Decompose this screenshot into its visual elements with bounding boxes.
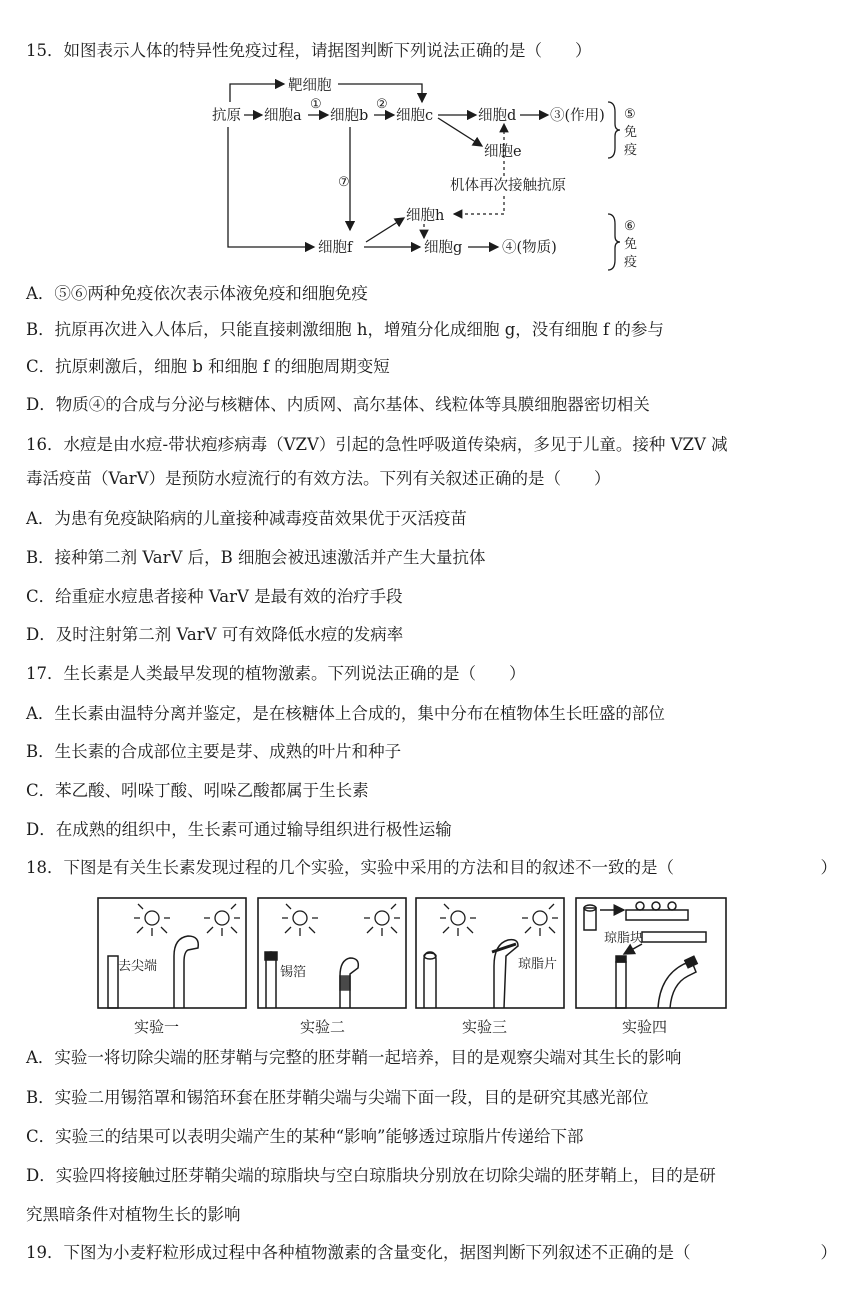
q18-stem: [26, 857, 837, 879]
label-cell-h: 细胞h: [406, 208, 445, 224]
exp4-label: 实验四: [622, 1018, 668, 1036]
exp1-text: 去尖端: [118, 959, 158, 974]
q15-option-b: B．抗原再次进入人体后，只能直接刺激细胞 h，增殖分化成细胞 g，没有细胞 f 的参与: [26, 320, 664, 339]
q16-option-a: A．为患有免疫缺陷病的儿童接种减毒疫苗效果优于灭活疫苗: [26, 509, 467, 528]
immunity-6-number: ⑥: [624, 219, 636, 234]
q15-stem: 15．如图表示人体的特异性免疫过程，请据图判断下列说法正确的是（ ）: [26, 41, 592, 60]
label-action-3: ③(作用): [550, 108, 605, 124]
q18-stem-close: ）: [820, 858, 837, 877]
q16-stem-line2: 毒活疫苗（VarV）是预防水痘流行的有效方法。下列有关叙述正确的是（ ）: [26, 469, 611, 488]
immunity-5-char2: 疫: [624, 143, 638, 158]
exp4-text: 琼脂块: [604, 931, 644, 946]
exp3-box: [416, 898, 564, 1008]
q16-option-b: B．接种第二剂 VarV 后，B 细胞会被迅速激活并产生大量抗体: [26, 548, 486, 567]
exp2-text: 锡箔: [280, 965, 307, 980]
q19-stem: [26, 1242, 837, 1264]
q15-option-d: D．物质④的合成与分泌与核糖体、内质网、高尔基体、线粒体等具膜细胞器密切相关: [26, 395, 650, 414]
q16-option-c: C．给重症水痘患者接种 VarV 是最有效的治疗手段: [26, 587, 403, 606]
label-reexposure: 机体再次接触抗原: [450, 178, 566, 194]
label-antigen: 抗原: [212, 108, 241, 124]
q17-stem: 17．生长素是人类最早发现的植物激素。下列说法正确的是（ ）: [26, 664, 526, 683]
exp4-box: [576, 898, 726, 1008]
q19-stem-text: 19．下图为小麦籽粒形成过程中各种植物激素的含量变化，据图判断下列叙述不正确的是（: [26, 1243, 691, 1262]
immunity-5-char1: 免: [624, 125, 638, 140]
label-cell-c: 细胞c: [396, 108, 434, 124]
q18-option-b: B．实验二用锡箔罩和锡箔环套在胚芽鞘尖端与尖端下面一段，目的是研究其感光部位: [26, 1088, 649, 1107]
q18-option-a: A．实验一将切除尖端的胚芽鞘与完整的胚芽鞘一起培养，目的是观察尖端对其生长的影响: [26, 1048, 682, 1067]
label-step-2: ②: [376, 97, 388, 112]
q17-option-c: C．苯乙酸、吲哚丁酸、吲哚乙酸都属于生长素: [26, 781, 369, 800]
exp3-label: 实验三: [462, 1018, 508, 1036]
q17-option-d: D．在成熟的组织中，生长素可通过输导组织进行极性运输: [26, 820, 452, 839]
immunity-6-char2: 疫: [624, 255, 638, 270]
exp2-label: 实验二: [300, 1018, 346, 1036]
q15-option-c: C．抗原刺激后，细胞 b 和细胞 f 的细胞周期变短: [26, 357, 390, 376]
exp1-box: [98, 898, 246, 1008]
sun-icons: [134, 904, 558, 936]
label-step-7: ⑦: [338, 175, 350, 190]
q16-option-d: D．及时注射第二剂 VarV 可有效降低水痘的发病率: [26, 625, 404, 644]
q18-stem-text: 18．下图是有关生长素发现过程的几个实验，实验中采用的方法和目的叙述不一致的是（: [26, 858, 674, 877]
auxin-experiments-figure: [94, 896, 734, 1038]
q17-option-a: A．生长素由温特分离并鉴定，是在核糖体上合成的，集中分布在植物体生长旺盛的部位: [26, 704, 665, 723]
label-substance-4: ④(物质): [502, 240, 557, 256]
q19-stem-close: ）: [820, 1243, 837, 1262]
q17-option-b: B．生长素的合成部位主要是芽、成熟的叶片和种子: [26, 742, 402, 761]
label-cell-a: 细胞a: [264, 108, 302, 124]
label-target-cell: 靶细胞: [288, 78, 332, 94]
label-cell-d: 细胞d: [478, 108, 517, 124]
label-cell-b: 细胞b: [330, 108, 369, 124]
exp2-box: [258, 898, 406, 1008]
immunity-5-number: ⑤: [624, 107, 636, 122]
exp3-text: 琼脂片: [518, 957, 558, 972]
q18-option-d-cont: 究黑暗条件对植物生长的影响: [26, 1205, 241, 1224]
label-cell-g: 细胞g: [424, 240, 463, 256]
label-cell-f: 细胞f: [318, 240, 353, 256]
label-step-1: ①: [310, 97, 322, 112]
q18-option-d: D．实验四将接触过胚芽鞘尖端的琼脂块与空白琼脂块分别放在切除尖端的胚芽鞘上，目的是研: [26, 1166, 716, 1185]
exp1-label: 实验一: [134, 1018, 180, 1036]
q18-option-c: C．实验三的结果可以表明尖端产生的某种“影响”能够透过琼脂片传递给下部: [26, 1127, 584, 1146]
q15-option-a: A．⑤⑥两种免疫依次表示体液免疫和细胞免疫: [26, 284, 368, 303]
immunity-6-char1: 免: [624, 237, 638, 252]
immune-process-diagram: [200, 72, 650, 272]
label-cell-e: 细胞e: [484, 144, 522, 160]
q16-stem-line1: 16．水痘是由水痘-带状疱疹病毒（VZV）引起的急性呼吸道传染病，多见于儿童。接种 VZV 减: [26, 435, 728, 454]
